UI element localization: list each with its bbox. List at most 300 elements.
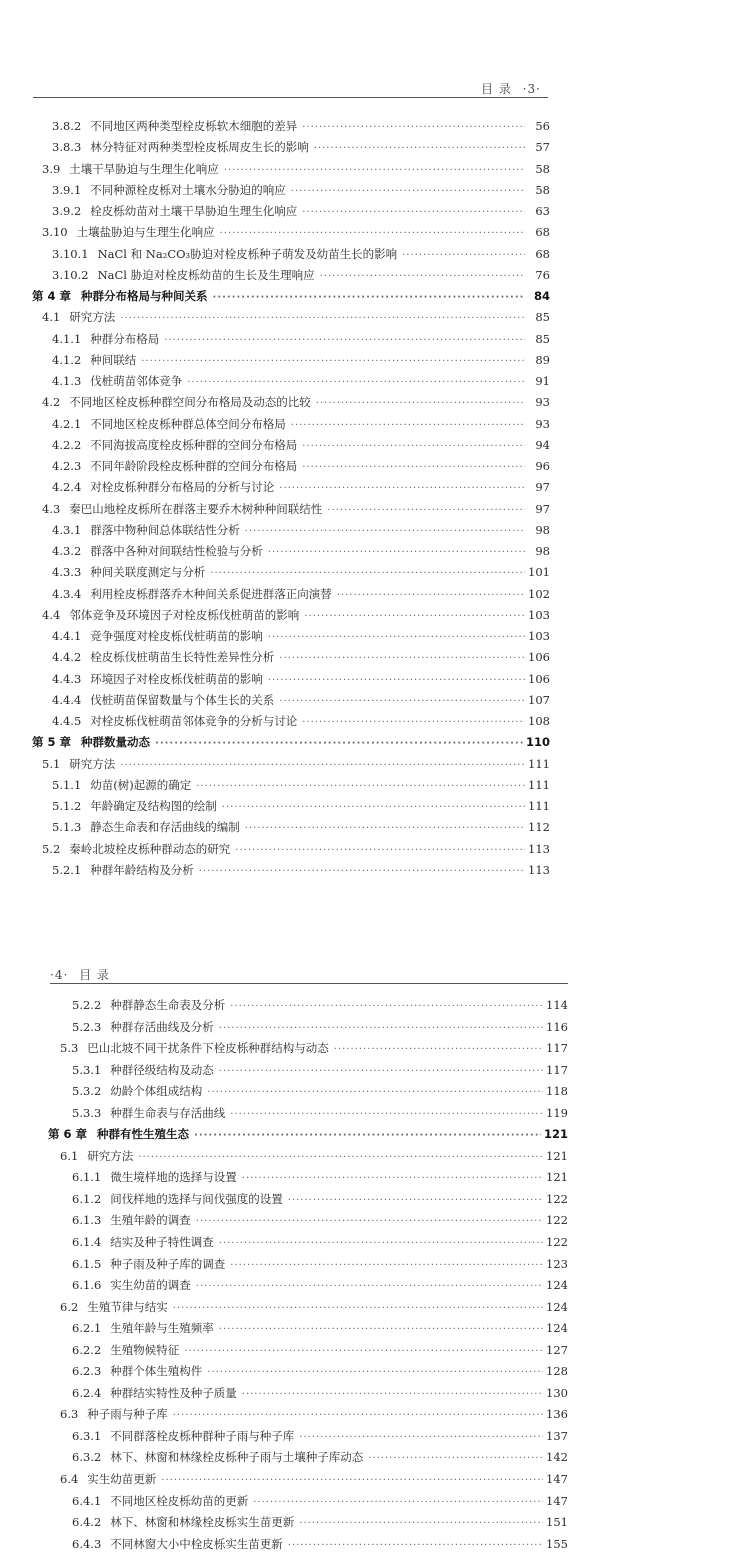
entry-number: 3.8.3: [52, 140, 82, 155]
entry-number: 第 4 章: [32, 289, 72, 303]
entry-page-number: 155: [546, 1536, 568, 1551]
entry-title: 种群生命表与存活曲线: [110, 1105, 226, 1120]
entry-page-number: 106: [528, 650, 550, 665]
entry-page-number: 117: [546, 1041, 568, 1056]
entry-number: 5.2.2: [72, 998, 102, 1012]
entry-page-number: 124: [546, 1299, 568, 1314]
entry-title: 研究方法: [87, 1148, 134, 1163]
entry-number: 6.4.1: [72, 1493, 102, 1508]
entry-number: 4.4: [42, 607, 61, 622]
dot-leader: [368, 1448, 543, 1469]
entry-page-number: 102: [528, 586, 550, 601]
toc-list: [48, 995, 568, 1555]
dot-leader: [194, 1125, 541, 1146]
entry-page-number: 107: [528, 692, 550, 707]
entry-page-number: 147: [546, 1493, 568, 1508]
entry-number: 6.1.5: [72, 1256, 102, 1271]
entry-number: 6.3: [60, 1407, 79, 1422]
entry-title: 结实及种子特性调查: [110, 1235, 214, 1250]
toc-subsection-entry[interactable]: [48, 1512, 568, 1534]
toc-section-entry[interactable]: [32, 839, 550, 860]
entry-title: 生殖年龄的调查: [110, 1213, 191, 1228]
entry-title: 巴山北坡不同干扰条件下栓皮栎种群结构与动态: [87, 1041, 329, 1056]
entry-number: 4.4.2: [52, 650, 82, 665]
toc-subsection-entry[interactable]: [32, 796, 550, 817]
entry-title: 生殖节律与结实: [87, 1299, 168, 1314]
entry-page-number: 119: [546, 1105, 568, 1120]
toc-section-entry[interactable]: [32, 159, 550, 180]
dot-leader: [230, 996, 543, 1017]
toc-chapter-entry[interactable]: [32, 732, 550, 753]
entry-number: 6.1.4: [72, 1235, 102, 1250]
entry-number: 5.2: [42, 841, 61, 856]
dot-leader: [327, 500, 525, 520]
entry-number: 5.2.1: [52, 862, 82, 877]
entry-page-number: 110: [525, 735, 550, 750]
entry-number: 3.9.1: [52, 182, 82, 197]
entry-number: 6.3.2: [72, 1450, 102, 1465]
toc-subsection-entry[interactable]: [32, 329, 550, 350]
dot-leader: [224, 160, 525, 180]
toc-subsection-entry[interactable]: [48, 1361, 568, 1383]
toc-subsection-entry[interactable]: [32, 265, 550, 286]
toc-section-entry[interactable]: [32, 754, 550, 775]
entry-page-number: 58: [535, 182, 550, 197]
toc-subsection-entry[interactable]: [48, 1318, 568, 1340]
entry-number: 5.3.3: [72, 1105, 102, 1120]
entry-page-number: 128: [546, 1364, 568, 1379]
entry-title: 不同地区栓皮栎种群空间分布格局及动态的比较: [69, 395, 311, 410]
dot-leader: [279, 478, 525, 498]
entry-number: 6.1: [60, 1148, 79, 1163]
toc-subsection-entry[interactable]: [48, 1340, 568, 1362]
toc-subsection-entry[interactable]: [48, 1017, 568, 1039]
dot-leader: [402, 245, 525, 265]
entry-page-number: 85: [535, 331, 550, 346]
entry-page-number: 117: [546, 1062, 568, 1077]
toc-chapter-entry[interactable]: [48, 1124, 568, 1146]
entry-number: 4.4.5: [52, 714, 82, 728]
toc-subsection-entry[interactable]: [32, 690, 550, 711]
entry-number: 3.9: [42, 161, 61, 176]
entry-page-number: 122: [546, 1213, 568, 1228]
entry-title: NaCl 和 Na₂CO₃胁迫对栓皮栎种子萌发及幼苗生长的影响: [97, 246, 398, 261]
dot-leader: [230, 1104, 543, 1125]
entry-page-number: 91: [535, 374, 550, 388]
entry-page-number: 58: [535, 161, 550, 176]
toc-list: [32, 116, 550, 881]
entry-page-number: 94: [535, 437, 550, 452]
dot-leader: [184, 1341, 543, 1362]
entry-page-number: 63: [535, 204, 550, 218]
toc-subsection-entry[interactable]: [32, 350, 550, 371]
entry-title: 土壤盐胁迫与生理生化响应: [76, 225, 215, 240]
toc-subsection-entry[interactable]: [32, 647, 550, 668]
dot-leader: [268, 542, 525, 562]
entry-page-number: 89: [535, 352, 550, 367]
entry-number: 4.4.3: [52, 671, 82, 686]
entry-number: 4.2: [42, 395, 61, 410]
dot-leader: [304, 606, 525, 626]
toc-section-entry[interactable]: [48, 1146, 568, 1168]
entry-page-number: 97: [535, 501, 550, 516]
toc-subsection-entry[interactable]: [32, 116, 550, 137]
entry-title: 间伐样地的选择与间伐强度的设置: [110, 1191, 283, 1206]
entry-title: 种子雨与种子库: [87, 1407, 168, 1422]
toc-subsection-entry[interactable]: [48, 1491, 568, 1513]
entry-title: 研究方法: [69, 310, 116, 325]
toc-section-entry[interactable]: [32, 392, 550, 413]
entry-page-number: 122: [546, 1235, 568, 1250]
entry-page-number: 98: [535, 522, 550, 537]
dot-leader: [120, 308, 525, 328]
dot-leader: [173, 1405, 543, 1426]
toc-subsection-entry[interactable]: [32, 541, 550, 562]
dot-leader: [120, 755, 525, 775]
entry-page-number: 121: [546, 1148, 568, 1163]
toc-subsection-entry[interactable]: [48, 1103, 568, 1125]
entry-number: 6.1.2: [72, 1191, 102, 1206]
toc-subsection-entry[interactable]: [32, 626, 550, 647]
toc-subsection-entry[interactable]: [32, 435, 550, 456]
running-header: [481, 80, 541, 97]
dot-leader: [235, 840, 525, 860]
dot-leader: [196, 1276, 543, 1297]
entry-title: 不同地区栓皮栎种群总体空间分布格局: [90, 416, 286, 431]
dot-leader: [302, 202, 525, 222]
toc-section-entry[interactable]: [48, 1404, 568, 1426]
entry-title: 不同群落栓皮栎种群种子雨与种子库: [110, 1428, 295, 1443]
entry-page-number: 114: [546, 998, 568, 1012]
dot-leader: [302, 436, 525, 456]
dot-leader: [320, 266, 525, 286]
entry-number: 4.2.1: [52, 416, 82, 431]
toc-subsection-entry[interactable]: [48, 1383, 568, 1405]
header-page-number: ·4·: [50, 968, 69, 982]
entry-number: 4.1: [42, 310, 61, 325]
entry-number: 3.10.1: [52, 246, 89, 261]
toc-subsection-entry[interactable]: [48, 1254, 568, 1276]
entry-number: 4.2.2: [52, 437, 82, 452]
dot-leader: [268, 627, 525, 647]
entry-number: 6.1.1: [72, 1170, 102, 1185]
dot-leader: [164, 330, 525, 350]
entry-number: 4.4.1: [52, 629, 82, 643]
dot-leader: [196, 776, 525, 796]
dot-leader: [291, 181, 525, 201]
entry-number: 4.3.2: [52, 544, 82, 558]
header-section: 目 录: [79, 968, 110, 982]
dot-leader: [173, 1298, 543, 1319]
entry-title: 利用栓皮栎群落乔木种间关系促进群落正向演替: [90, 586, 332, 601]
dot-leader: [245, 521, 525, 541]
entry-title: 不同地区栓皮栎幼苗的更新: [110, 1493, 249, 1508]
entry-title: 种群有性生殖生态: [97, 1127, 190, 1142]
dot-leader: [334, 1039, 543, 1060]
dot-leader: [155, 733, 523, 753]
entry-title: 实生幼苗更新: [87, 1472, 157, 1487]
entry-number: 3.10: [42, 225, 68, 240]
entry-number: 4.1.3: [52, 374, 82, 388]
entry-title: 群落中各种对间联结性检验与分析: [90, 544, 263, 558]
entry-number: 5.1: [42, 756, 61, 771]
entry-page-number: 76: [535, 267, 550, 282]
entry-title: 环境因子对栓皮栎伐桩萌苗的影响: [90, 671, 263, 686]
dot-leader: [219, 1233, 543, 1254]
toc-subsection-entry[interactable]: [32, 711, 550, 732]
entry-number: 第 5 章: [32, 735, 72, 750]
entry-title: 年龄确定及结构图的绘制: [90, 799, 217, 813]
entry-number: 3.9.2: [52, 204, 82, 218]
entry-title: 不同海拔高度栓皮栎种群的空间分布格局: [90, 437, 298, 452]
entry-page-number: 124: [546, 1278, 568, 1293]
dot-leader: [291, 415, 525, 435]
entry-title: 种间关联度测定与分析: [90, 565, 206, 580]
entry-title: 种群个体生殖构件: [110, 1364, 203, 1379]
entry-page-number: 111: [528, 777, 550, 792]
dot-leader: [302, 712, 525, 732]
entry-page-number: 121: [543, 1127, 568, 1142]
entry-page-number: 113: [528, 862, 550, 877]
dot-leader: [302, 117, 525, 137]
entry-title: 林分特征对两种类型栓皮栎周皮生长的影响: [90, 140, 309, 155]
toc-subsection-entry[interactable]: [32, 775, 550, 796]
entry-title: 实生幼苗的调查: [110, 1278, 191, 1293]
dot-leader: [199, 861, 525, 881]
entry-number: 4.2.3: [52, 459, 82, 473]
entry-title: 种群径级结构及动态: [110, 1062, 214, 1077]
entry-title: 伐桩萌苗保留数量与个体生长的关系: [90, 692, 275, 707]
dot-leader: [141, 351, 525, 371]
entry-title: 林下、林窗和林缘栓皮栎实生苗更新: [110, 1515, 295, 1530]
entry-title: 伐桩萌苗邻体竞争: [90, 374, 183, 388]
toc-subsection-entry[interactable]: [32, 180, 550, 201]
dot-leader: [288, 1190, 543, 1211]
dot-leader: [161, 1470, 543, 1491]
toc-subsection-entry[interactable]: [32, 520, 550, 541]
dot-leader: [288, 1535, 543, 1555]
toc-subsection-entry[interactable]: [48, 1426, 568, 1448]
toc-subsection-entry[interactable]: [48, 1232, 568, 1254]
entry-title: 对栓皮栎种群分布格局的分析与讨论: [90, 480, 275, 495]
toc-subsection-entry[interactable]: [32, 456, 550, 477]
entry-title: 栓皮栎幼苗对土壤干旱胁迫生理生化响应: [90, 204, 298, 218]
header-rule: [50, 983, 568, 984]
entry-number: 6.4.2: [72, 1515, 102, 1530]
dot-leader: [213, 287, 525, 307]
entry-title: 生殖年龄与生殖频率: [110, 1321, 214, 1336]
entry-page-number: 122: [546, 1191, 568, 1206]
dot-leader: [279, 648, 525, 668]
dot-leader: [245, 818, 525, 838]
toc-subsection-entry[interactable]: [48, 995, 568, 1017]
entry-page-number: 84: [533, 289, 550, 303]
entry-page-number: 113: [528, 841, 550, 856]
entry-title: 种群结实特性及种子质量: [110, 1385, 237, 1400]
entry-number: 6.2.2: [72, 1342, 102, 1357]
dot-leader: [242, 1168, 543, 1189]
entry-page-number: 68: [535, 225, 550, 240]
entry-title: 不同种源栓皮栎对土壤水分胁迫的响应: [90, 182, 286, 197]
entry-number: 4.3.4: [52, 586, 82, 601]
dot-leader: [219, 1061, 543, 1082]
entry-title: 生殖物候特征: [110, 1342, 180, 1357]
header-section: 目 录: [481, 82, 512, 96]
toc-subsection-entry[interactable]: [48, 1275, 568, 1297]
toc-section-entry[interactable]: [32, 222, 550, 243]
entry-page-number: 103: [528, 629, 550, 643]
header-page-number: ·3·: [522, 82, 541, 96]
entry-number: 5.1.3: [52, 820, 82, 835]
entry-title: 竞争强度对栓皮栎伐桩萌苗的影响: [90, 629, 263, 643]
entry-title: 种群静态生命表及分析: [110, 998, 226, 1012]
toc-subsection-entry[interactable]: [32, 669, 550, 690]
dot-leader: [207, 1362, 543, 1383]
entry-page-number: 96: [535, 459, 550, 473]
dot-leader: [219, 1018, 543, 1039]
entry-number: 6.3.1: [72, 1428, 102, 1443]
entry-number: 4.4.4: [52, 692, 82, 707]
entry-number: 3.10.2: [52, 267, 89, 282]
toc-section-entry[interactable]: [32, 499, 550, 520]
dot-leader: [220, 223, 525, 243]
entry-page-number: 124: [546, 1321, 568, 1336]
entry-title: 对栓皮栎伐桩萌苗邻体竞争的分析与讨论: [90, 714, 298, 728]
header-rule: [33, 97, 548, 98]
dot-leader: [316, 393, 525, 413]
entry-number: 3.8.2: [52, 119, 82, 133]
dot-leader: [279, 691, 525, 711]
toc-subsection-entry[interactable]: [32, 860, 550, 881]
toc-subsection-entry[interactable]: [48, 1081, 568, 1103]
entry-title: 种群存活曲线及分析: [110, 1019, 214, 1034]
toc-subsection-entry[interactable]: [32, 477, 550, 498]
entry-title: 种群年龄结构及分析: [90, 862, 194, 877]
dot-leader: [196, 1211, 543, 1232]
entry-page-number: 56: [535, 119, 550, 133]
toc-subsection-entry[interactable]: [32, 817, 550, 838]
toc-section-entry[interactable]: [32, 307, 550, 328]
entry-title: 幼苗(树)起源的确定: [90, 777, 192, 792]
entry-number: 4.3.3: [52, 565, 82, 580]
toc-subsection-entry[interactable]: [32, 371, 550, 392]
entry-title: 林下、林窗和林缘栓皮栎种子雨与土壤种子库动态: [110, 1450, 364, 1465]
entry-number: 5.3.1: [72, 1062, 102, 1077]
entry-number: 5.2.3: [72, 1019, 102, 1034]
entry-title: 研究方法: [69, 756, 116, 771]
toc-section-entry[interactable]: [48, 1297, 568, 1319]
entry-number: 5.1.2: [52, 799, 82, 813]
dot-leader: [253, 1492, 543, 1513]
entry-title: 不同林窗大小中栓皮栎实生苗更新: [110, 1536, 283, 1551]
entry-page-number: 108: [528, 714, 550, 728]
dot-leader: [299, 1427, 543, 1448]
entry-page-number: 93: [535, 416, 550, 431]
entry-number: 6.4.3: [72, 1536, 102, 1551]
running-header: [50, 966, 110, 983]
entry-title: 邻体竞争及环境因子对栓皮栎伐桩萌苗的影响: [69, 607, 300, 622]
dot-leader: [337, 585, 525, 605]
entry-page-number: 111: [528, 756, 550, 771]
entry-number: 4.3.1: [52, 522, 82, 537]
toc-subsection-entry[interactable]: [48, 1447, 568, 1469]
dot-leader: [314, 138, 525, 158]
dot-leader: [268, 670, 525, 690]
toc-subsection-entry[interactable]: [48, 1167, 568, 1189]
entry-page-number: 121: [546, 1170, 568, 1185]
entry-title: 微生境样地的选择与设置: [110, 1170, 237, 1185]
entry-page-number: 116: [546, 1019, 568, 1034]
toc-subsection-entry[interactable]: [32, 562, 550, 583]
entry-number: 6.4: [60, 1472, 79, 1487]
entry-number: 6.2: [60, 1299, 79, 1314]
entry-page-number: 111: [528, 799, 550, 813]
toc-subsection-entry[interactable]: [32, 414, 550, 435]
dot-leader: [302, 457, 525, 477]
entry-page-number: 68: [535, 246, 550, 261]
entry-number: 6.1.3: [72, 1213, 102, 1228]
toc-subsection-entry[interactable]: [48, 1534, 568, 1555]
entry-number: 4.1.1: [52, 331, 82, 346]
entry-title: 土壤干旱胁迫与生理生化响应: [69, 161, 219, 176]
entry-page-number: 136: [546, 1407, 568, 1422]
dot-leader: [242, 1384, 543, 1405]
entry-number: 第 6 章: [48, 1127, 88, 1142]
dot-leader: [187, 372, 525, 392]
entry-page-number: 112: [528, 820, 550, 835]
entry-title: 群落中物种间总体联结性分析: [90, 522, 240, 537]
entry-number: 4.1.2: [52, 352, 82, 367]
entry-number: 5.1.1: [52, 777, 82, 792]
entry-number: 4.3: [42, 501, 61, 516]
entry-page-number: 93: [535, 395, 550, 410]
toc-subsection-entry[interactable]: [32, 584, 550, 605]
entry-page-number: 137: [546, 1428, 568, 1443]
toc-section-entry[interactable]: [48, 1469, 568, 1491]
dot-leader: [210, 563, 525, 583]
dot-leader: [207, 1082, 543, 1103]
toc-subsection-entry[interactable]: [32, 244, 550, 265]
entry-title: 种群分布格局: [90, 331, 160, 346]
entry-page-number: 123: [546, 1256, 568, 1271]
dot-leader: [230, 1255, 543, 1276]
entry-number: 6.1.6: [72, 1278, 102, 1293]
entry-page-number: 151: [546, 1515, 568, 1530]
entry-title: 栓皮栎伐桩萌苗生长特性差异性分析: [90, 650, 275, 665]
toc-subsection-entry[interactable]: [32, 201, 550, 222]
entry-page-number: 127: [546, 1342, 568, 1357]
toc-subsection-entry[interactable]: [48, 1189, 568, 1211]
entry-number: 5.3: [60, 1041, 79, 1056]
entry-title: 种群分布格局与种间关系: [81, 289, 208, 303]
entry-page-number: 103: [528, 607, 550, 622]
entry-page-number: 97: [535, 480, 550, 495]
entry-number: 6.2.1: [72, 1321, 102, 1336]
toc-subsection-entry[interactable]: [48, 1210, 568, 1232]
toc-subsection-entry[interactable]: [32, 137, 550, 158]
entry-title: 幼龄个体组成结构: [110, 1084, 203, 1099]
toc-section-entry[interactable]: [32, 605, 550, 626]
dot-leader: [222, 797, 525, 817]
entry-page-number: 101: [528, 565, 550, 580]
dot-leader: [219, 1319, 543, 1340]
dot-leader: [299, 1513, 543, 1534]
toc-chapter-entry[interactable]: [32, 286, 550, 307]
toc-section-entry[interactable]: [48, 1038, 568, 1060]
toc-subsection-entry[interactable]: [48, 1060, 568, 1082]
entry-title: 种间联结: [90, 352, 137, 367]
entry-page-number: 106: [528, 671, 550, 686]
